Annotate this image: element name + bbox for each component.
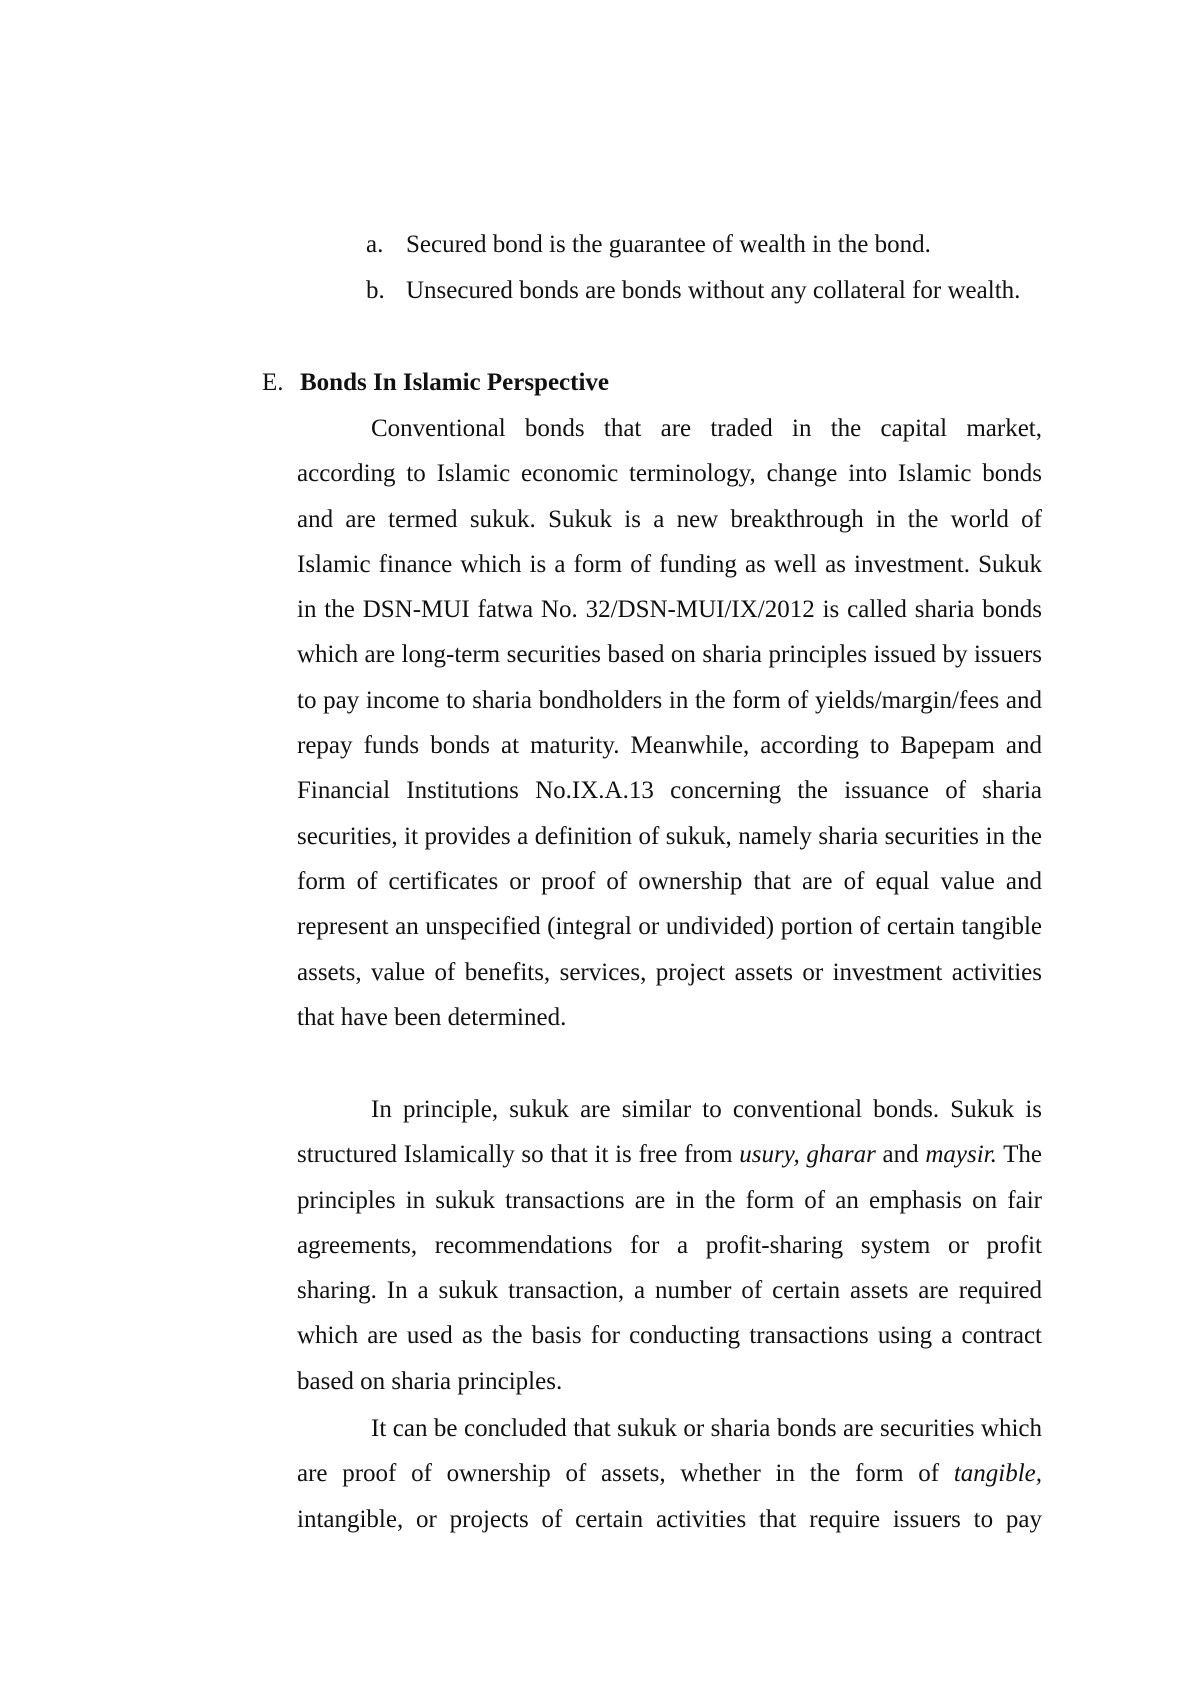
paragraph-3-text <box>297 1406 1042 1542</box>
section-heading <box>262 360 609 405</box>
list-text-b: Unsecured bonds are bonds without any collateral for wealth. <box>406 277 1021 304</box>
section-letter: E. <box>262 369 284 396</box>
paragraph-2-italic1: usury, gharar <box>739 1141 876 1169</box>
paragraph-2-text <box>297 1087 1042 1404</box>
paragraph-3-part1: It can be concluded that sukuk or sharia bonds are securities which are proof of ownership of assets, whether in the form of <box>297 1415 1042 1488</box>
paragraph-3 <box>297 1406 1042 1542</box>
paragraph-2-part1: In principle, sukuk are similar to conventional bonds. Sukuk is structured Islamically so that it is free from <box>297 1096 1042 1169</box>
list-marker-a: a. <box>366 231 384 258</box>
paragraph-2 <box>297 1087 1042 1404</box>
section-title: Bonds In Islamic Perspective <box>300 369 610 396</box>
paragraph-1 <box>297 406 1042 1040</box>
list-item-a <box>366 222 1042 267</box>
paragraph-1-text: Conventional bonds that are traded in the capital market, according to Islamic economic terminology, change into Islamic bonds and are termed sukuk. Sukuk is a new breakthrough in the world of Islamic finance which is a form of funding as well as investment. Sukuk in the DSN-MUI fatwa No. 32/DSN-MUI/IX/2012 is called sharia bonds which are long-term securities based on sharia principles issued by issuers to pay income to sharia bondholders in the form of yields/margin/fees and repay funds bonds at maturity. Meanwhile, according to Bapepam and Financial Institutions No.IX.A.13 concerning the issuance of sharia securities, it provides a definition of sukuk, namely sharia securities in the form of certificates or proof of ownership that are of equal value and represent an unspecified (integral or undivided) portion of certain tangible assets, value of benefits, services, project assets or investment activities that have been determined. <box>297 415 1042 1031</box>
paragraph-3-italic1: tangible, <box>953 1460 1042 1488</box>
paragraph-3-part2: intangible, or projects of certain activities that require issuers to pay <box>297 1505 1042 1533</box>
paragraph-2-part3: The principles in sukuk transactions are in the form of an emphasis on fair agreements, recommendations for a profit-sharing system or profit sharing. In a sukuk transaction, a number of certain assets are required which are used as the basis for conducting transactions using a contract based on sharia principles. <box>297 1141 1042 1395</box>
list-marker-b: b. <box>366 277 385 304</box>
list-item-b <box>366 268 1042 313</box>
list-text-a: Secured bond is the guarantee of wealth in the bond. <box>406 231 931 258</box>
paragraph-2-part2: and <box>875 1141 926 1169</box>
paragraph-2-italic2: maysir. <box>925 1141 997 1169</box>
